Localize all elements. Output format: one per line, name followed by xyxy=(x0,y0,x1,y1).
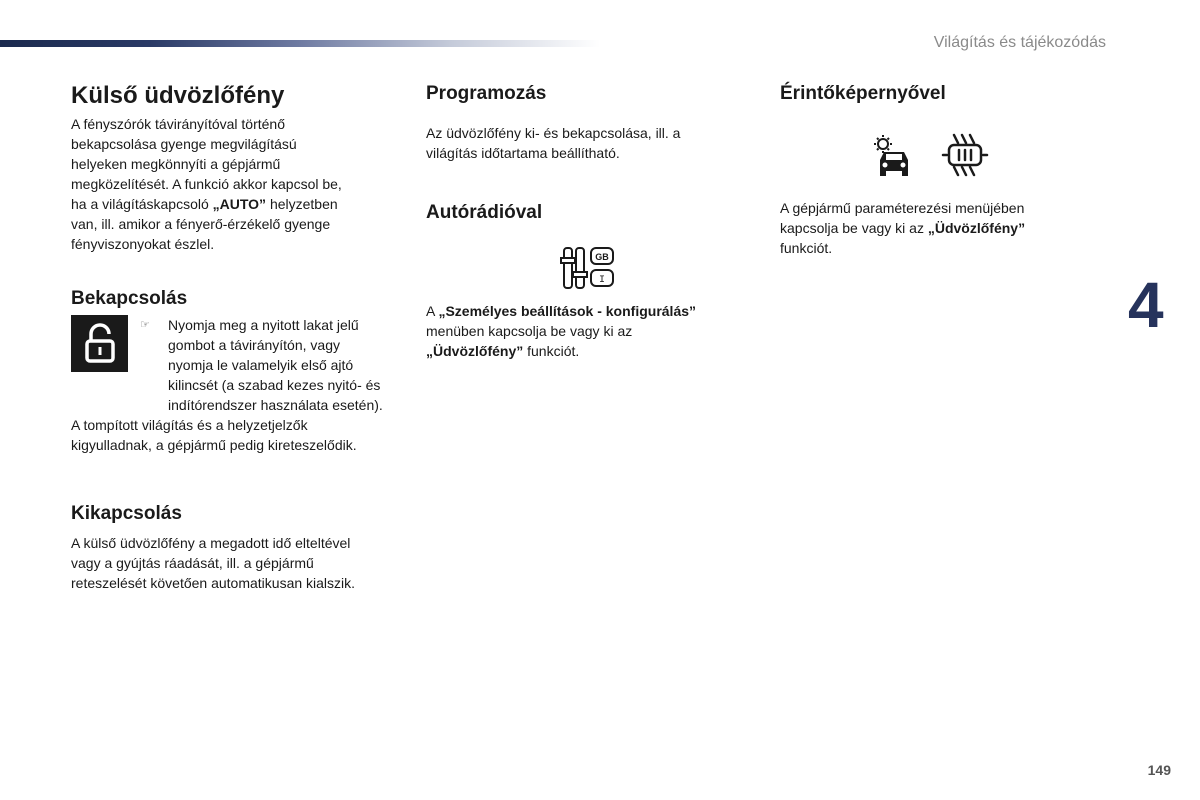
chapter-number: 4 xyxy=(1128,269,1164,341)
intro-paragraph: A fényszórók távirányítóval történő bekapcsolása gyenge megvilágítású helyeken megkönnyíti a gépjármű megközelítését. A funkció akkor kapcsol be, ha a világításkapcsoló „AUTO” helyzetben van, ill. amikor a fényerő-érzékelő gyenge fényviszonyokat észlel. xyxy=(71,116,342,252)
touchscreen-text: A gépjármű paraméterezési menüjében kapcsolja be vagy ki az „Üdvözlőfény” funkciót. xyxy=(780,200,1026,256)
unlocked-padlock-icon xyxy=(71,315,128,372)
page-title: Külső üdvözlőfény xyxy=(71,82,285,109)
bullet-marker-icon: ☞ xyxy=(140,319,150,331)
car-settings-icon xyxy=(870,133,916,184)
on-bullet-text: Nyomja meg a nyitott lakat jelű gombot a távirányítón, vagy nyomja le valamelyik első ajtó kilincsét (a szabad kezes nyitó- és indítórendszer használata esetén). xyxy=(168,317,383,413)
top-gradient-bar xyxy=(0,40,600,47)
page-number: 149 xyxy=(1147,762,1171,778)
on-after-text: A tompított világítás és a helyzetjelzők kigyulladnak, a gépjármű pedig kireteszelődik. xyxy=(71,417,357,453)
svg-text:I: I xyxy=(598,275,606,286)
programming-text: Az üdvözlőfény ki- és bekapcsolása, ill. a világítás időtartama beállítható. xyxy=(426,125,681,161)
radio-text: A „Személyes beállítások - konfigurálás” menüben kapcsolja be vagy ki az „Üdvözlőfény” funkciót. xyxy=(426,303,697,359)
programming-heading: Programozás xyxy=(426,83,547,104)
on-heading: Bekapcsolás xyxy=(71,288,188,309)
off-heading: Kikapcsolás xyxy=(71,503,182,524)
touchscreen-heading: Érintőképernyővel xyxy=(780,83,946,104)
radio-heading: Autórádióval xyxy=(426,202,543,223)
section-header: Világítás és tájékozódás xyxy=(933,34,1106,51)
off-text: A külső üdvözlőfény a megadott idő elteltével vagy a gyújtás ráadását, ill. a gépjármű reteszelését követően automatikusan kialszik. xyxy=(71,535,356,591)
light-beams-icon xyxy=(940,133,990,184)
settings-sliders-icon xyxy=(560,244,618,297)
svg-text:GB: GB xyxy=(595,252,609,262)
